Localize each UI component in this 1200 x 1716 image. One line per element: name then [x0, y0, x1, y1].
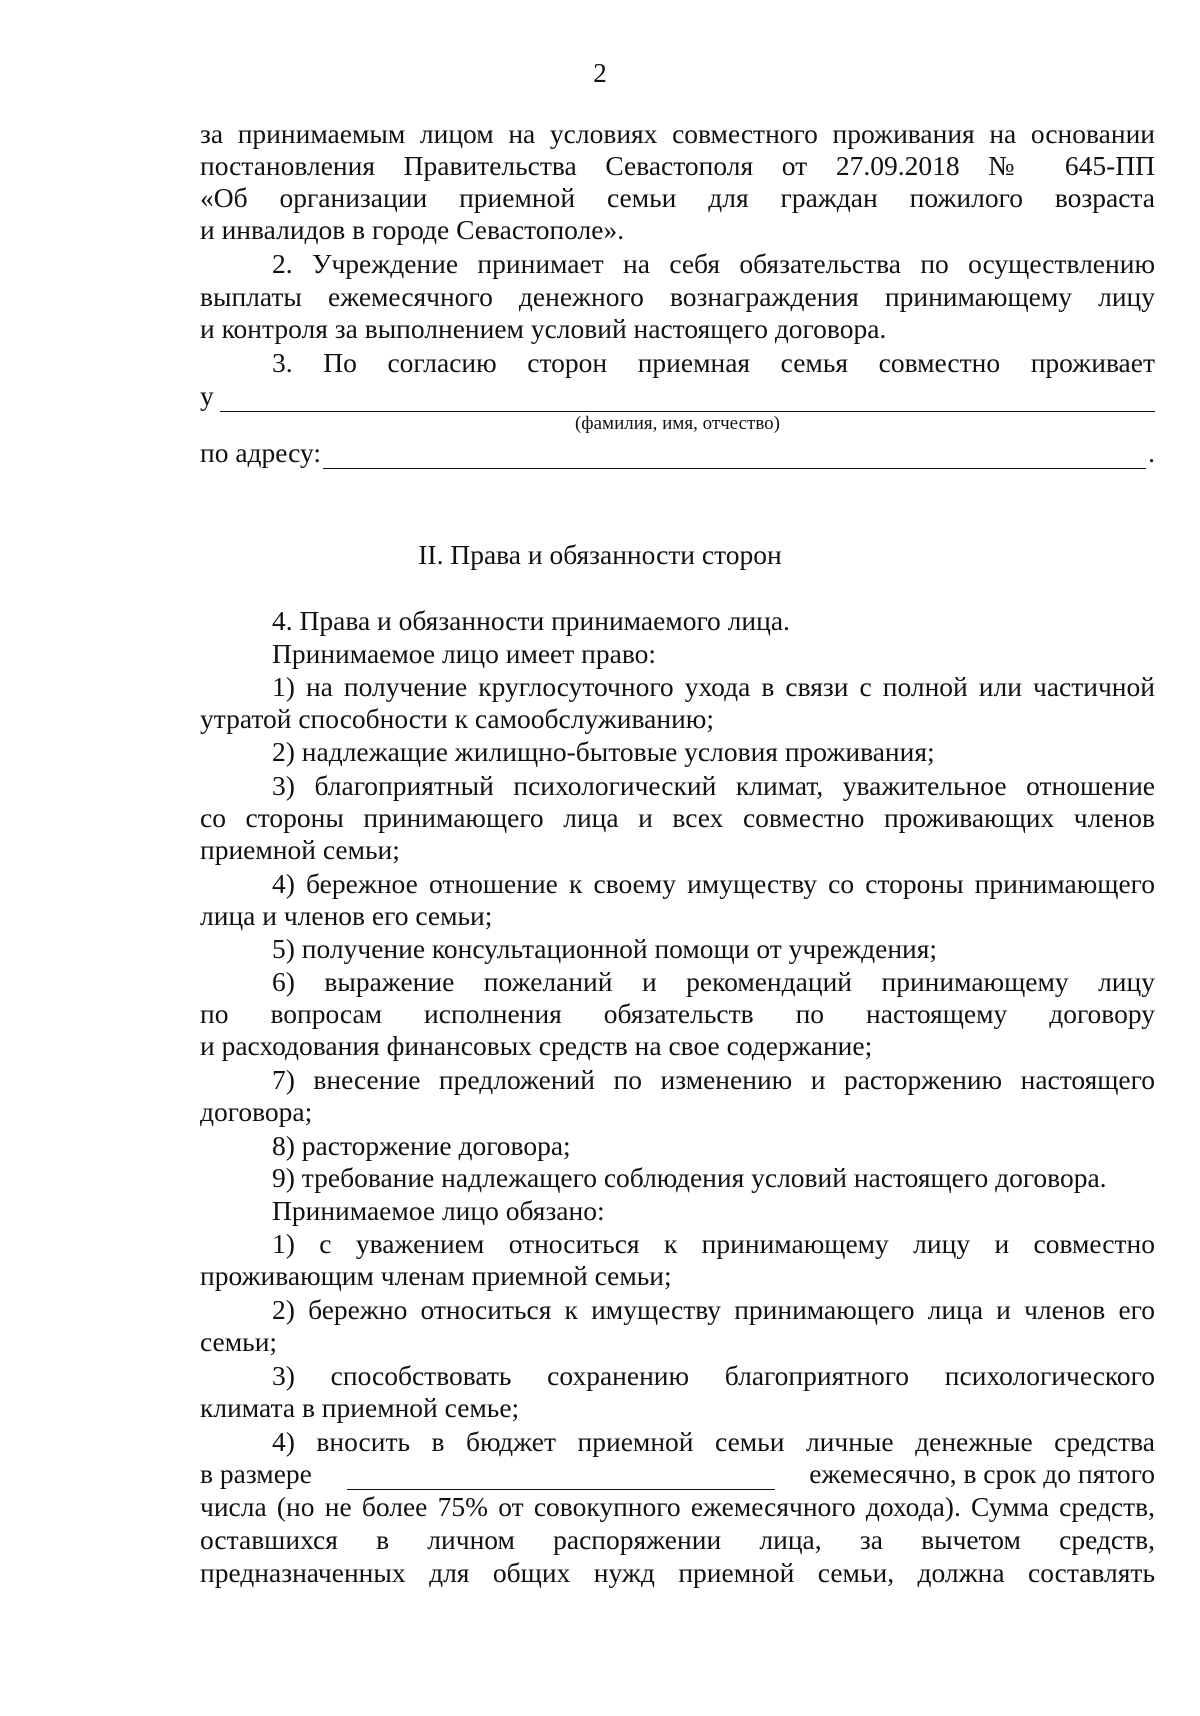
section-heading: II. Права и обязанности сторон	[418, 539, 782, 570]
text-line: «Об организации приемной семьи для граждан пожилого возраста	[200, 182, 1155, 213]
text-line: проживающим членам приемной семьи;	[200, 1260, 672, 1291]
text-line: семьи;	[200, 1326, 278, 1357]
text-line: лица и членов его семьи;	[200, 900, 493, 931]
text-line: 2) надлежащие жилищно-бытовые условия проживания;	[272, 736, 935, 767]
text-line: и контроля за выполнением условий настоящего договора.	[200, 313, 887, 344]
size-before: в размере	[200, 1458, 312, 1489]
text-line: 3) способствовать сохранению благоприятного психологического	[272, 1360, 1155, 1391]
text-line: со стороны принимающего лица и всех совместно проживающих членов	[200, 802, 1155, 833]
text-line: 7) внесение предложений по изменению и расторжению настоящего	[272, 1064, 1155, 1095]
address-blank	[323, 442, 1146, 469]
text-line: оставшихся в личном распоряжении лица, за вычетом средств,	[200, 1524, 1155, 1555]
text-line: 8) расторжение договора;	[272, 1130, 571, 1161]
fio-blank	[220, 385, 1155, 412]
fio-caption: (фамилия, имя, отчество)	[574, 413, 780, 434]
address-line	[200, 437, 1155, 469]
text-line: 6) выражение пожеланий и рекомендаций принимающему лицу	[272, 966, 1155, 997]
text-line: 5) получение консультационной помощи от учреждения;	[272, 933, 938, 964]
size-line	[200, 1458, 1155, 1490]
text-line: Принимаемое лицо обязано:	[272, 1195, 605, 1226]
text-line: постановления Правительства Севастополя от 27.09.2018 № 645-ПП	[200, 150, 1155, 181]
text-line: числа (но не более 75% от совокупного ежемесячного дохода). Сумма средств,	[200, 1491, 1155, 1522]
size-after: ежемесячно, в срок до пятого	[809, 1458, 1155, 1489]
text-line: 1) с уважением относиться к принимающему лицу и совместно	[272, 1228, 1155, 1259]
text-line: 1) на получение круглосуточного ухода в связи с полной или частичной	[272, 671, 1155, 702]
text-line: климата в приемной семье;	[200, 1392, 520, 1423]
text-line: и инвалидов в городе Севастополе».	[200, 214, 625, 245]
text-line: 4) бережное отношение к своему имуществу со стороны принимающего	[272, 868, 1155, 899]
fio-line	[200, 380, 1155, 412]
text-line: 2) бережно относиться к имуществу принимающего лица и членов его	[272, 1294, 1155, 1325]
u-label: у	[200, 380, 214, 411]
address-end: .	[1148, 437, 1155, 468]
address-label: по адресу:	[200, 437, 322, 468]
text-line: 4. Права и обязанности принимаемого лица.	[272, 605, 790, 636]
text-line: 3) благоприятный психологический климат, уважительное отношение	[272, 770, 1155, 801]
page-number: 2	[593, 58, 607, 88]
text-line: предназначенных для общих нужд приемной семьи, должна составлять	[200, 1557, 1155, 1588]
amount-blank	[347, 1465, 775, 1490]
text-line: и расходования финансовых средств на свое содержание;	[200, 1030, 873, 1061]
text-line: 4) вносить в бюджет приемной семьи личные денежные средства	[272, 1426, 1155, 1457]
text-line: по вопросам исполнения обязательств по настоящему договору	[200, 998, 1155, 1029]
text-line: за принимаемым лицом на условиях совместного проживания на основании	[200, 118, 1155, 149]
text-line: выплаты ежемесячного денежного вознаграждения принимающему лицу	[200, 281, 1155, 312]
text-line: 9) требование надлежащего соблюдения условий настоящего договора.	[272, 1162, 1107, 1193]
text-line: 3. По согласию сторон приемная семья совместно проживает	[272, 347, 1155, 378]
text-line: Принимаемое лицо имеет право:	[272, 638, 657, 669]
text-line: утратой способности к самообслуживанию;	[200, 703, 714, 734]
text-line: 2. Учреждение принимает на себя обязательства по осуществлению	[272, 248, 1155, 279]
text-line: приемной семьи;	[200, 834, 400, 865]
text-line: договора;	[200, 1096, 313, 1127]
